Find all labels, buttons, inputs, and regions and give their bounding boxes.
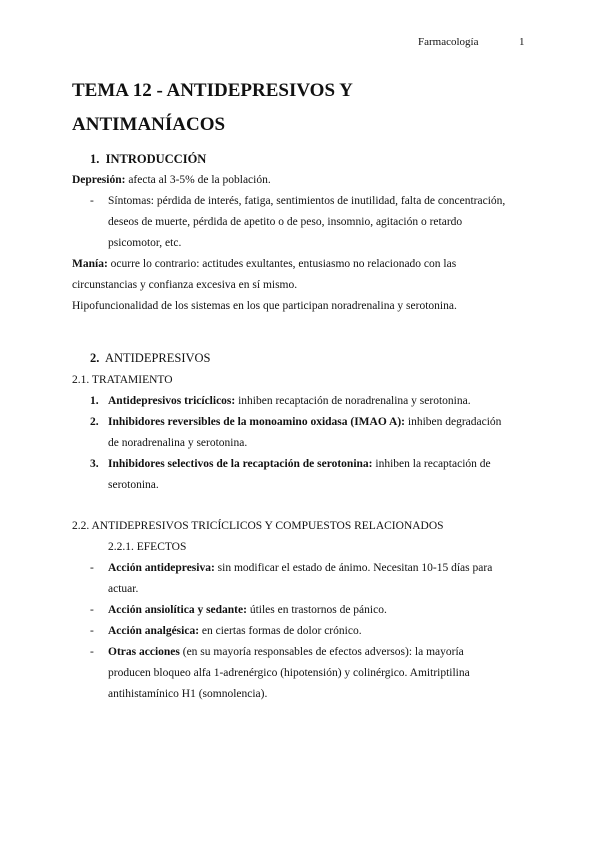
depresion-text: afecta al 3-5% de la población.: [125, 174, 271, 186]
list-item-bold: Otras acciones: [108, 646, 180, 658]
bullet-dash: -: [90, 604, 94, 616]
list-item-number: 2.: [90, 416, 99, 428]
list-item: [108, 416, 501, 428]
title-line-1: TEMA 12 - ANTIDEPRESIVOS Y: [72, 80, 353, 101]
bullet-dash: -: [90, 562, 94, 574]
list-item-text: inhiben degradación: [405, 416, 502, 428]
sintomas-line-2: deseos de muerte, pérdida de apetito o de peso, insomnio, agitación o retardo: [108, 216, 463, 228]
list-item-bold: Inhibidores reversibles de la monoamino oxidasa (IMAO A):: [108, 416, 405, 428]
depresion-label: Depresión:: [72, 174, 126, 186]
list-item-bold: Antidepresivos tricíclicos:: [108, 395, 236, 407]
document-title: [72, 74, 542, 142]
section-2-title: ANTIDEPRESIVOS: [104, 351, 211, 365]
list-item-continuation: producen bloqueo alfa 1-adrenérgico (hipotensión) y colinérgico. Amitriptilina: [108, 667, 470, 679]
title-line-2: ANTIMANÍACOS: [72, 114, 226, 135]
mania-label: Manía:: [72, 258, 108, 270]
list-item-bold: Inhibidores selectivos de la recaptación de serotonina:: [108, 458, 373, 470]
list-item-text: en ciertas formas de dolor crónico.: [199, 625, 362, 637]
list-item: [108, 646, 464, 658]
bullet-dash: -: [90, 625, 94, 637]
list-item: [108, 604, 387, 616]
list-item: [108, 395, 471, 407]
list-item-text: inhiben la recaptación de: [372, 458, 491, 470]
list-item-number: 3.: [90, 458, 99, 470]
section-2-number: 2.: [90, 351, 100, 365]
list-item: [108, 458, 491, 470]
header-page-number: 1: [519, 36, 525, 48]
list-item-text: útiles en trastornos de pánico.: [246, 604, 387, 616]
mania-text-2: circunstancias y confianza excesiva en sí mismo.: [72, 279, 298, 291]
section-1-number: 1.: [90, 152, 100, 166]
sintomas-line-1: Síntomas: pérdida de interés, fatiga, sentimientos de inutilidad, falta de concentración,: [108, 195, 506, 207]
sintomas-line-3: psicomotor, etc.: [108, 237, 182, 249]
list-item: [108, 562, 492, 574]
list-item-number: 1.: [90, 395, 99, 407]
hipofuncionalidad-text: Hipofuncionalidad de los sistemas en los que participan noradrenalina y serotonina.: [72, 300, 457, 312]
list-item-continuation: serotonina.: [108, 479, 159, 491]
header-subject: Farmacología: [418, 36, 479, 48]
bullet-dash: -: [90, 646, 94, 658]
mania-paragraph: [72, 258, 456, 270]
subsection-tratamiento: 2.1. TRATAMIENTO: [72, 374, 173, 386]
list-item-continuation: antihistamínico H1 (somnolencia).: [108, 688, 268, 700]
list-item-continuation: de noradrenalina y serotonina.: [108, 437, 248, 449]
mania-text-1: ocurre lo contrario: actitudes exultantes, entusiasmo no relacionado con las: [107, 258, 457, 270]
list-item-text: inhiben recaptación de noradrenalina y serotonina.: [235, 395, 471, 407]
subsection-efectos: 2.2.1. EFECTOS: [108, 541, 187, 553]
depresion-paragraph: [72, 174, 271, 186]
subsection-triciclicos: 2.2. ANTIDEPRESIVOS TRICÍCLICOS Y COMPUESTOS RELACIONADOS: [72, 520, 444, 532]
list-item-continuation: actuar.: [108, 583, 139, 595]
list-item-bold: Acción ansiolítica y sedante:: [108, 604, 247, 616]
section-1-heading: [90, 152, 206, 167]
bullet-dash: -: [90, 195, 94, 207]
section-1-title: INTRODUCCIÓN: [105, 152, 207, 166]
list-item-text: sin modificar el estado de ánimo. Necesitan 10-15 días para: [214, 562, 493, 574]
section-2-heading: [90, 351, 211, 366]
list-item-bold: Acción analgésica:: [108, 625, 200, 637]
list-item-text: (en su mayoría responsables de efectos adversos): la mayoría: [179, 646, 464, 658]
list-item: [108, 625, 362, 637]
list-item-bold: Acción antidepresiva:: [108, 562, 215, 574]
